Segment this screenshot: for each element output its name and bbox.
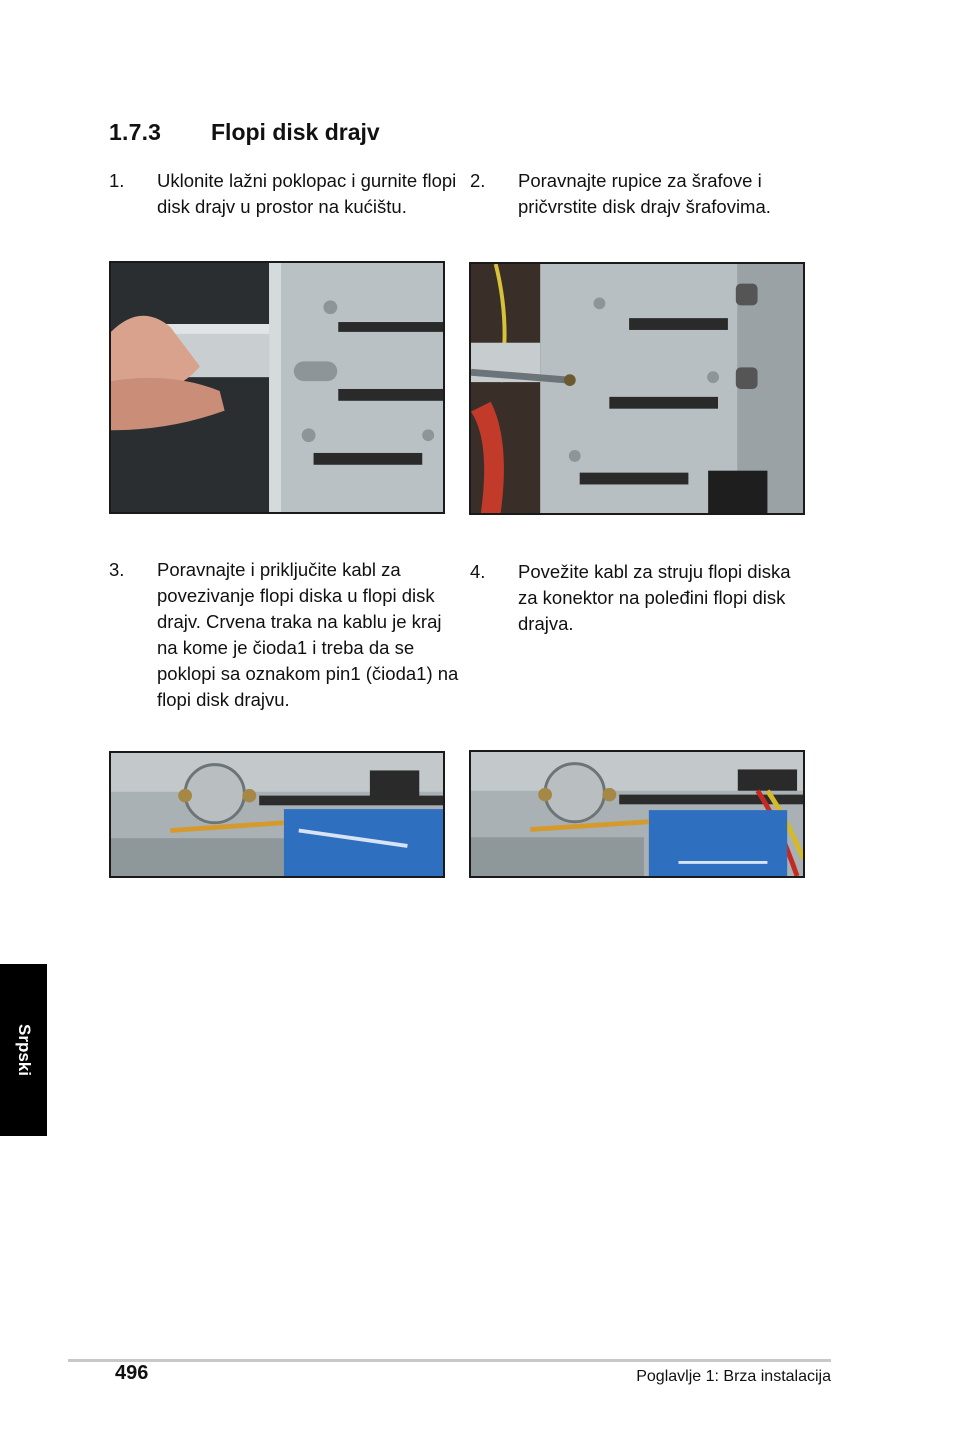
step-1-number: 1. [109, 170, 125, 191]
drive-insertion-photo-icon [109, 261, 445, 514]
power-cable-photo-icon [469, 750, 805, 878]
step-3-number: 3. [109, 559, 125, 580]
step-2-number: 2. [470, 170, 486, 191]
language-side-tab [0, 964, 47, 1136]
step-4-number: 4. [470, 561, 486, 582]
step-3-text: Poravnajte i priključite kabl za povezivanje flopi diska u flopi disk drajv. Crvena traka na kablu je kraj na kome je čioda1 i treba da se poklopi sa oznakom pin1 (čioda1) na flopi disk drajvu. [157, 559, 459, 710]
step-2-text: Poravnajte rupice za šrafove i pričvrstite disk drajv šrafovima. [518, 170, 771, 217]
footer-divider [68, 1359, 831, 1362]
step-1-text: Uklonite lažni poklopac i gurnite flopi disk drajv u prostor na kućištu. [157, 170, 457, 217]
section-title: Flopi disk drajv [211, 119, 380, 145]
side-tab-label: Srpski [14, 1024, 34, 1076]
page-number: 496 [115, 1362, 149, 1384]
step-4-text: Povežite kabl za struju flopi diska za konektor na poleđini flopi disk drajva. [518, 561, 791, 634]
chapter-title: Poglavlje 1: Brza instalacija [636, 1368, 831, 1385]
section-number: 1.7.3 [109, 119, 162, 145]
signal-cable-photo-icon [109, 751, 445, 878]
drive-screwing-photo-icon [469, 262, 805, 515]
